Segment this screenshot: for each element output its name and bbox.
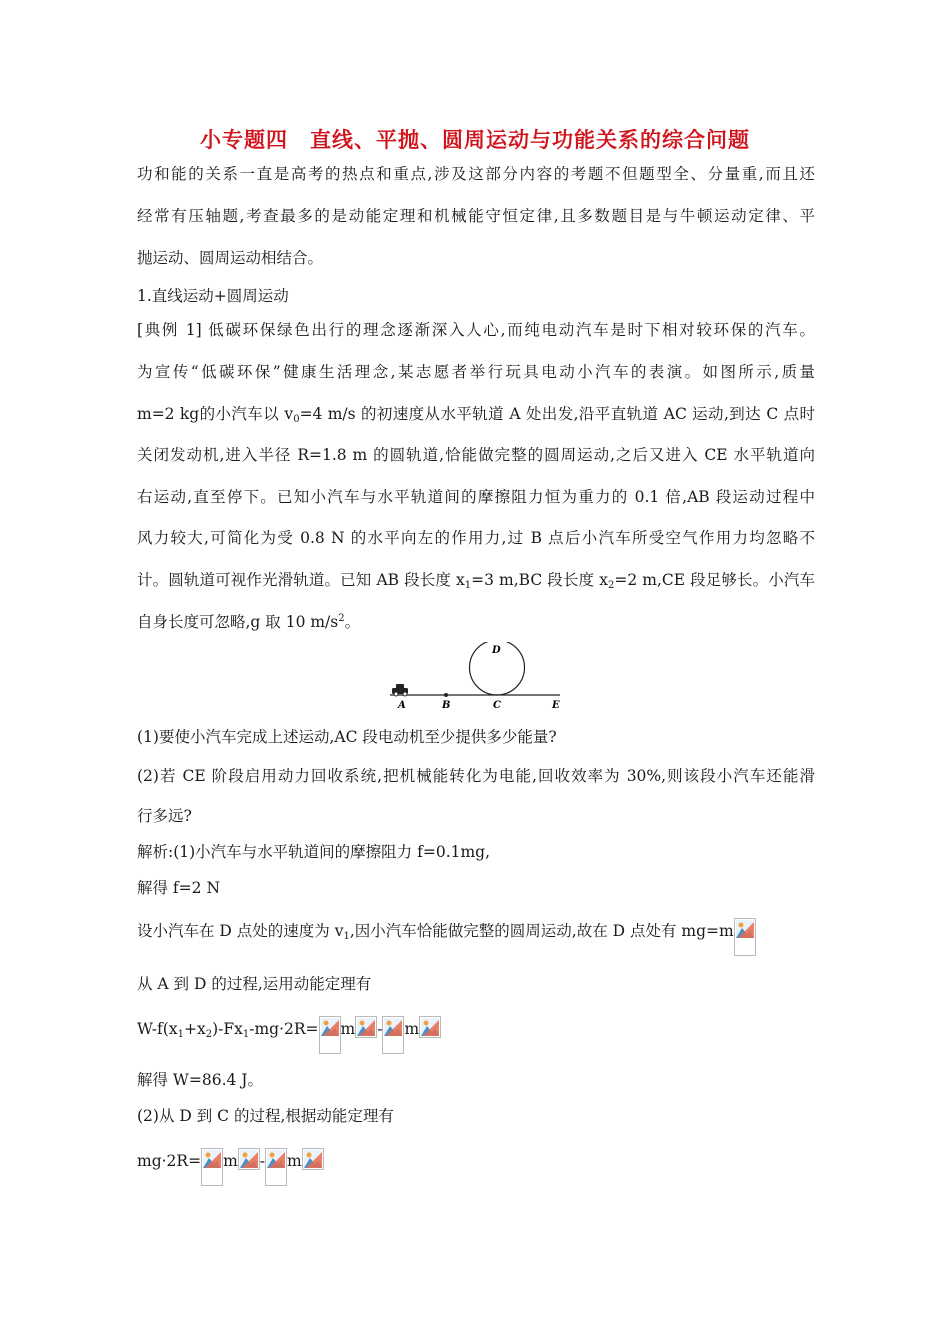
label-e: E	[552, 700, 560, 710]
label-d: D	[492, 645, 501, 656]
fraction-image-icon	[265, 1148, 287, 1186]
solution-line-8: mg·2R= m - m	[137, 1148, 324, 1186]
question-1: (1)要使小汽车完成上述运动,AC 段电动机至少提供多少能量?	[137, 728, 557, 746]
page-title: 小专题四 直线、平抛、圆周运动与功能关系的综合问题	[200, 127, 750, 152]
intro-line-1: 功和能的关系一直是高考的热点和重点,涉及这部分内容的考题不但题型全、分量重,而且还	[137, 165, 815, 183]
question-2-line-2: 行多远?	[137, 807, 192, 825]
question-2-line-1: (2)若 CE 阶段启用动力回收系统,把机械能转化为电能,回收效率为 30%,则该段小汽车还能滑	[137, 767, 815, 785]
solution-line-2: 解得 f=2 N	[137, 879, 221, 897]
example-line-3: m=2 kg的小汽车以 $v_0=4$ m/s 的初速度从水平轨道 A 处出发,沿平直轨道 AC 运动,到达 C 点时	[137, 405, 815, 425]
velocity-squared-image-icon	[355, 1016, 377, 1038]
toy-car-icon	[392, 684, 408, 696]
intro-line-3: 抛运动、圆周运动相结合。	[137, 249, 324, 267]
fraction-image-icon	[319, 1016, 341, 1054]
section-heading: 1.直线运动+圆周运动	[137, 287, 289, 305]
velocity-squared-image-icon	[419, 1016, 441, 1038]
solution-line-7: (2)从 D 到 C 的过程,根据动能定理有	[137, 1107, 394, 1125]
label-c: C	[493, 700, 501, 710]
intro-line-2: 经常有压轴题,考查最多的是动能定理和机械能守恒定律,且多数题目是与牛顿运动定律、平	[137, 207, 815, 225]
fraction-image-icon	[382, 1016, 404, 1054]
label-b: B	[442, 700, 451, 710]
label-a: A	[398, 700, 406, 710]
example-line-6: 风力较大,可简化为受 0.8 N 的水平向左的作用力,过 B 点后小汽车所受空气作用力均忽略不	[137, 529, 815, 547]
fraction-image-icon	[201, 1148, 223, 1186]
example-line-5: 右运动,直至停下。已知小汽车与水平轨道间的摩擦阻力恒为重力的 0.1 倍,AB 段运动过程中	[137, 488, 815, 506]
example-line-8: 自身长度可忽略,g 取 10 $m/s^2$。	[137, 613, 361, 631]
example-line-4: 关闭发动机,进入半径 R=1.8 m 的圆轨道,恰能做完整的圆周运动,之后又进入 CE 水平轨道向	[137, 446, 815, 464]
solution-line-4: 从 A 到 D 的过程,运用动能定理有	[137, 975, 372, 993]
track-diagram	[388, 642, 568, 710]
solution-line-3: 设小汽车在 D 点处的速度为 $v_1$,因小汽车恰能做完整的圆周运动,故在 D 点处有 mg=m	[137, 918, 756, 956]
formula-image-icon	[734, 918, 756, 956]
example-line-7: 计。圆轨道可视作光滑轨道。已知 AB 段长度 $x_1=3$ m,BC 段长度 $x_2=2$ m,CE 段足够长。小汽车	[137, 571, 815, 591]
solution-line-6: 解得 W=86.4 J。	[137, 1071, 263, 1089]
track-diagram-svg	[388, 642, 568, 710]
solution-line-1: 解析:(1)小汽车与水平轨道间的摩擦阻力 f=0.1mg,	[137, 843, 491, 861]
point-b-dot	[444, 693, 448, 697]
velocity-squared-image-icon	[302, 1148, 324, 1170]
solution-line-5: $W-f(x_1+x_2)-Fx_1-mg\cdot 2R=$ m - m	[137, 1016, 441, 1054]
velocity-squared-image-icon	[238, 1148, 260, 1170]
example-line-2: 为宣传“低碳环保”健康生活理念,某志愿者举行玩具电动小汽车的表演。如图所示,质量	[137, 363, 815, 381]
example-line-1: [典例 1] 低碳环保绿色出行的理念逐渐深入人心,而纯电动汽车是时下相对较环保的汽车。	[137, 321, 815, 339]
